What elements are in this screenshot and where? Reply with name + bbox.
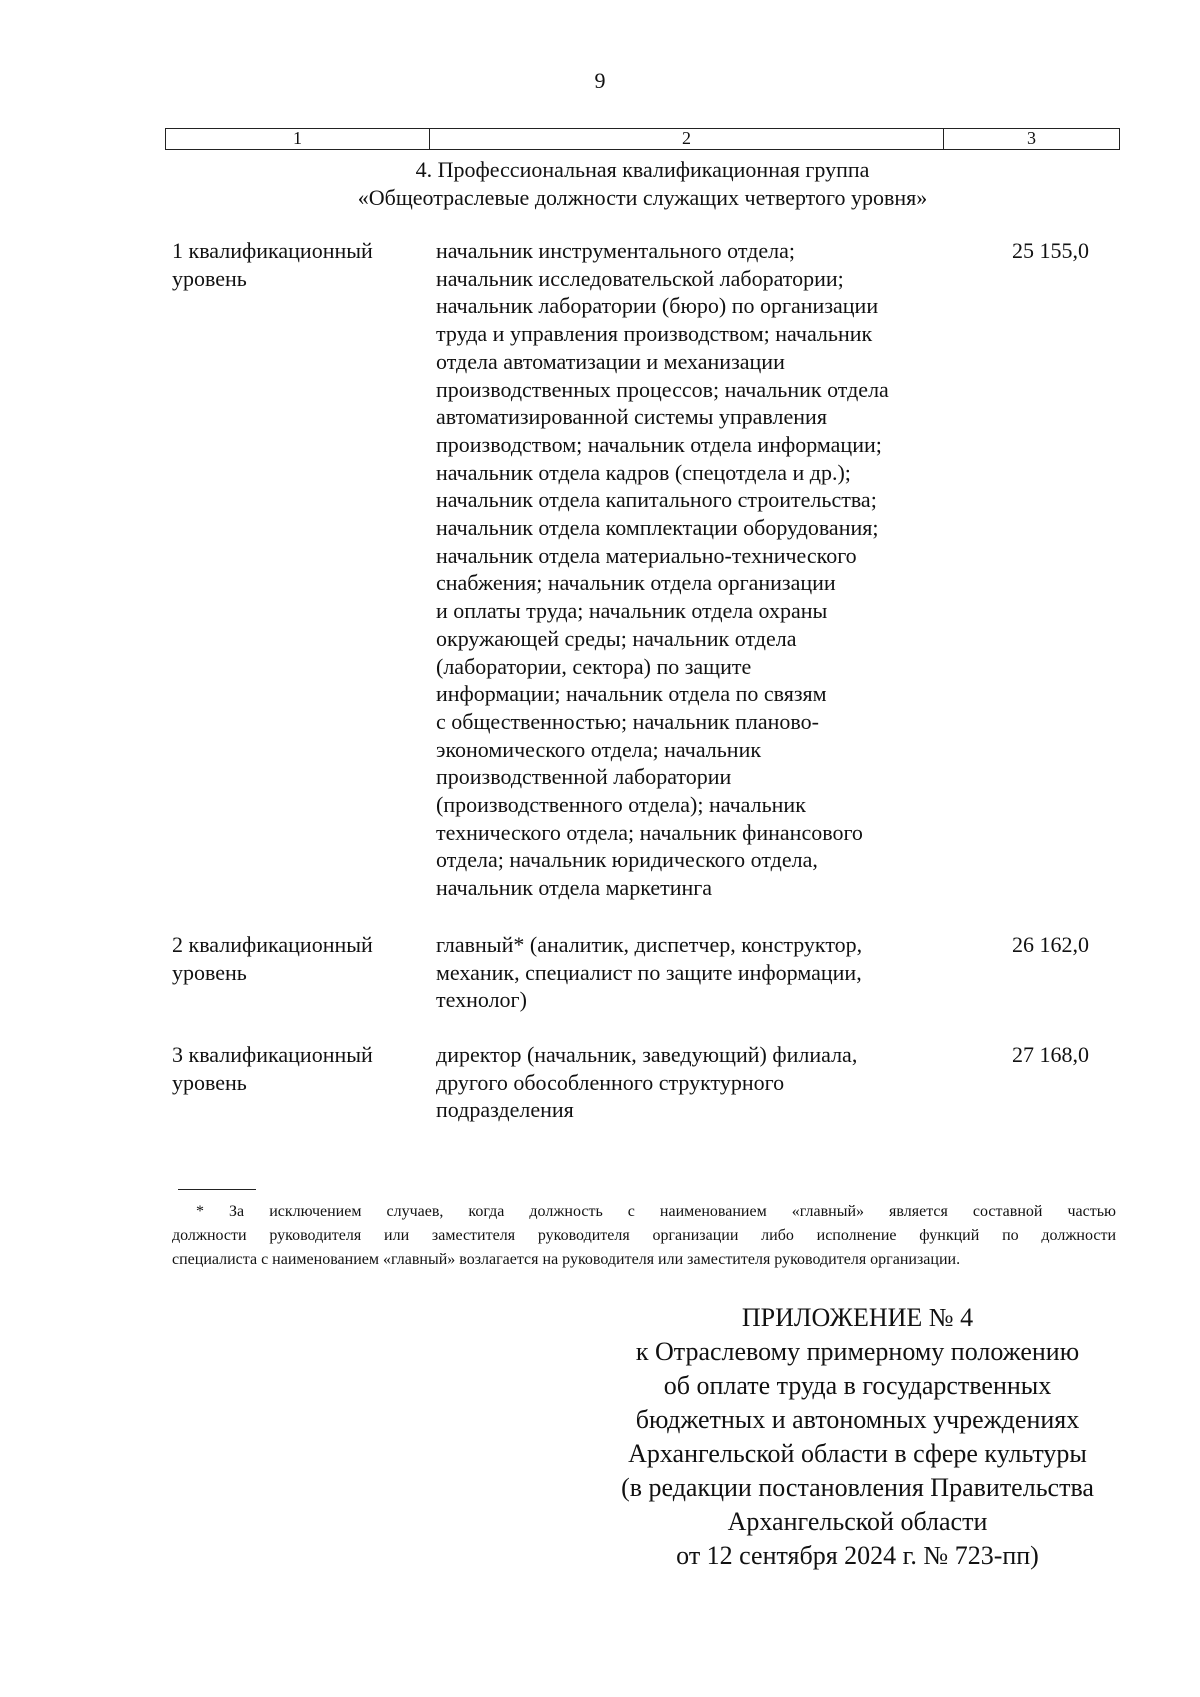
position-line: отдела; начальник юридического отдела, — [436, 847, 818, 873]
position-line: главный* (аналитик, диспетчер, конструктор, — [436, 932, 863, 957]
position-line: начальник отдела капитального строительства; — [436, 487, 877, 513]
salary-value: 25 155,0 — [1012, 238, 1089, 263]
position-line: начальник отдела материально-технического — [436, 542, 857, 568]
position-line: технического отдела; начальник финансового — [436, 819, 863, 845]
position-line: технолог) — [436, 987, 527, 1013]
group-title-line: 4. Профессиональная квалификационная группа — [415, 157, 870, 182]
column-number-3: 3 — [1027, 128, 1036, 148]
position-line: механик, специалист по защите информации, — [436, 959, 862, 985]
position-line: начальник отдела кадров (спецотдела и др.); — [436, 459, 851, 485]
position-line: директор (начальник, заведующий) филиала, — [436, 1042, 858, 1067]
footnote-line: * За исключением случаев, когда должность с наименованием «главный» является составной частью — [196, 1203, 1116, 1220]
position-line: (лаборатории, сектора) по защите — [436, 653, 752, 679]
column-number-2: 2 — [430, 129, 944, 149]
group-title — [165, 156, 1120, 212]
salary-value: 26 162,0 — [1012, 932, 1089, 957]
position-line: начальник исследовательской лаборатории; — [436, 265, 844, 291]
footnote-separator — [178, 1189, 256, 1190]
group-title-line: «Общеотраслевые должности служащих четвертого уровня» — [357, 185, 928, 210]
appendix-line: Архангельской области — [727, 1507, 988, 1536]
qualification-level: 1 квалификационный уровень — [172, 238, 373, 291]
position-line: окружающей среды; начальник отдела — [436, 625, 797, 651]
position-line: информации; начальник отдела по связям — [436, 681, 827, 707]
position-line: другого обособленного структурного — [436, 1069, 785, 1095]
position-line: производственных процессов; начальник отдела — [436, 376, 889, 402]
position-line: экономического отдела; начальник — [436, 736, 762, 762]
position-line: начальник отдела комплектации оборудования; — [436, 515, 879, 541]
position-line: с общественностью; начальник планово- — [436, 708, 819, 734]
position-line: начальник отдела маркетинга — [436, 875, 713, 901]
appendix-line: к Отраслевому примерному положению — [635, 1337, 1080, 1366]
appendix-line: от 12 сентября 2024 г. № 723-пп) — [676, 1541, 1039, 1570]
position-line: подразделения — [436, 1097, 574, 1123]
qualification-level: 3 квалификационный уровень — [172, 1042, 373, 1095]
position-line: производственной лаборатории — [436, 764, 732, 790]
salary-value: 27 168,0 — [1012, 1042, 1089, 1067]
position-line: труда и управления производством; начальник — [436, 321, 873, 347]
appendix-header — [590, 1301, 1125, 1573]
position-line: производством; начальник отдела информации; — [436, 431, 882, 457]
appendix-line: Архангельской области в сфере культуры — [628, 1439, 1087, 1468]
positions-list — [436, 931, 936, 1014]
position-line: автоматизированной системы управления — [436, 404, 827, 430]
table-column-header — [165, 128, 1120, 150]
footnote-line: должности руководителя или заместителя руководителя организации либо исполнение функций по должности — [172, 1227, 1116, 1244]
footnote-line: специалиста с наименованием «главный» возлагается на руководителя или заместителя руководителя организации. — [172, 1251, 961, 1268]
appendix-line: об оплате труда в государственных — [663, 1371, 1052, 1400]
position-line: начальник инструментального отдела; — [436, 238, 795, 263]
appendix-line: (в редакции постановления Правительства — [621, 1473, 1094, 1502]
positions-list — [436, 237, 936, 902]
position-line: (производственного отдела); начальник — [436, 792, 806, 818]
position-line: снабжения; начальник отдела организации — [436, 570, 836, 596]
appendix-line: бюджетных и автономных учреждениях — [635, 1405, 1080, 1434]
position-line: начальник лаборатории (бюро) по организации — [436, 293, 879, 319]
column-number-1: 1 — [166, 129, 430, 149]
appendix-title: ПРИЛОЖЕНИЕ № 4 — [741, 1303, 974, 1332]
footnote — [172, 1200, 1116, 1272]
position-line: отдела автоматизации и механизации — [436, 348, 785, 374]
position-line: и оплаты труда; начальник отдела охраны — [436, 598, 828, 624]
positions-list — [436, 1041, 936, 1124]
page-number: 9 — [594, 68, 606, 93]
qualification-level: 2 квалификационный уровень — [172, 932, 373, 985]
